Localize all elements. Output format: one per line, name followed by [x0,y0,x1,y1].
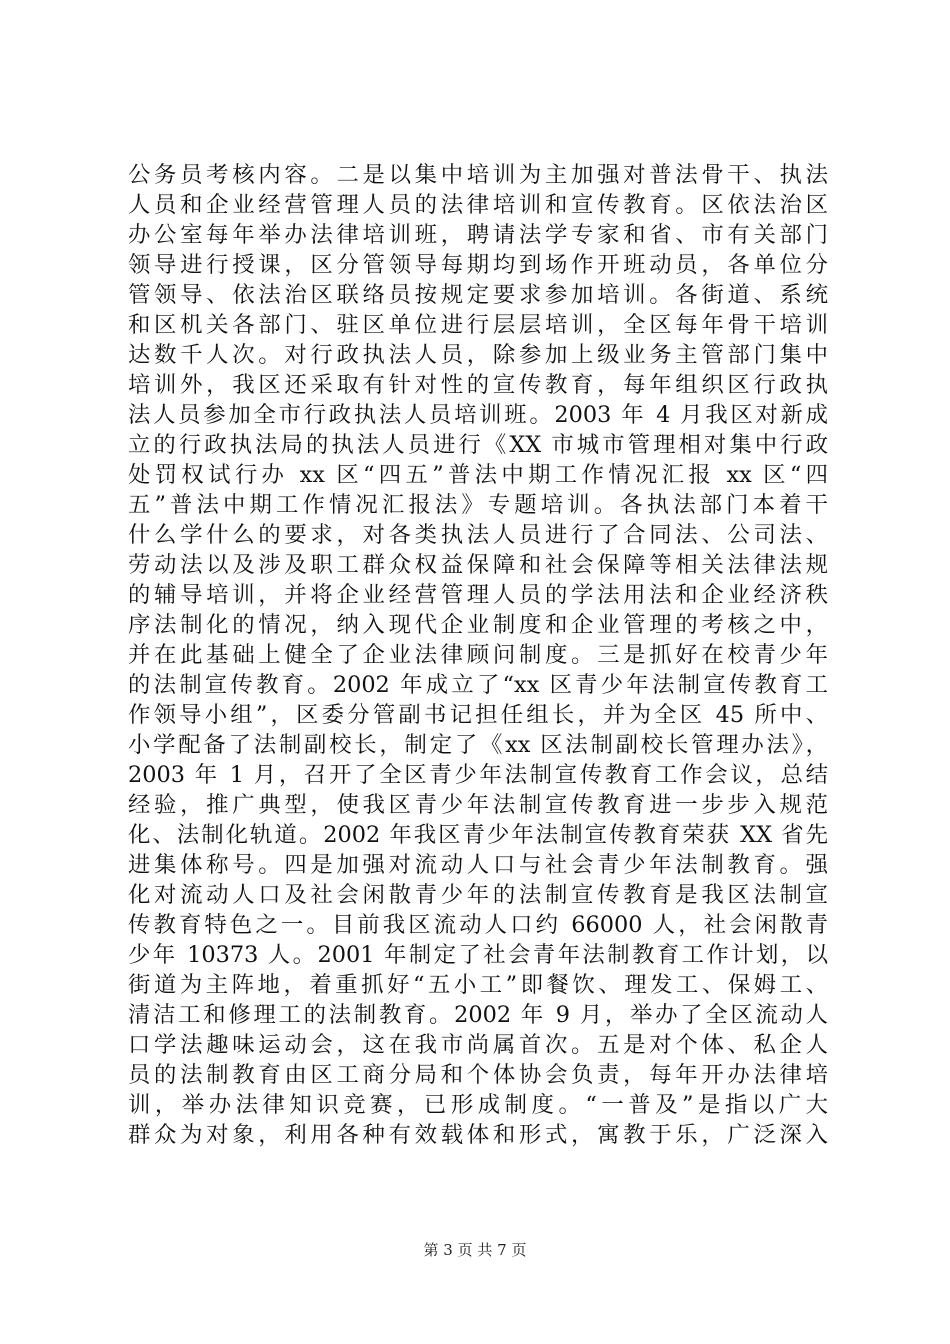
text-line: 的辅导培训，并将企业经营管理人员的学法用法和企业经济秩 [128,582,828,608]
text-line: 办公室每年举办法律培训班，聘请法学专家和省、市有关部门 [128,222,828,248]
text-line: 作领导小组”，区委分管副书记担任组长，并为全区 45 所中、 [128,702,828,728]
text-line: 领导进行授课，区分管领导每期均到场作开班动员，各单位分 [128,252,828,278]
text-line: 化对流动人口及社会闲散青少年的法制宣传教育是我区法制宣 [128,882,828,908]
text-line: 序法制化的情况，纳入现代企业制度和企业管理的考核之中， [128,612,828,638]
text-line: 达数千人次。对行政执法人员，除参加上级业务主管部门集中 [128,342,828,368]
text-line: 法人员参加全市行政执法人员培训班。2003 年 4 月我区对新成 [128,402,828,428]
page-footer: 第 3 页 共 7 页 [423,1241,527,1259]
text-line: 进集体称号。四是加强对流动人口与社会青少年法制教育。强 [128,852,828,878]
text-line: 化、法制化轨道。2002 年我区青少年法制宣传教育荣获 XX 省先 [128,822,828,848]
text-line: 和区机关各部门、驻区单位进行层层培训，全区每年骨干培训 [128,312,828,338]
text-line: 劳动法以及涉及职工群众权益保障和社会保障等相关法律法规 [128,552,828,578]
text-line: 少年 10373 人。2001 年制定了社会青年法制教育工作计划，以 [128,942,828,968]
text-line: 人员和企业经营管理人员的法律培训和宣传教育。区依法治区 [128,192,828,218]
text-line: 培训外，我区还采取有针对性的宣传教育，每年组织区行政执 [128,372,828,398]
text-line: 公务员考核内容。二是以集中培训为主加强对普法骨干、执法 [128,162,828,188]
text-line: 员的法制教育由区工商分局和个体协会负责，每年开办法律培 [128,1062,828,1088]
text-line: 什么学什么的要求，对各类执法人员进行了合同法、公司法、 [128,522,828,548]
text-line: 小学配备了法制副校长，制定了《xx 区法制副校长管理办法》， [128,732,828,758]
text-line: 的法制宣传教育。2002 年成立了“xx 区青少年法制宣传教育工 [128,672,828,698]
text-line: 立的行政执法局的执法人员进行《XX 市城市管理相对集中行政 [128,432,828,458]
text-line: 经验，推广典型，使我区青少年法制宣传教育进一步步入规范 [128,792,828,818]
text-line: 管领导、依法治区联络员按规定要求参加培训。各街道、系统 [128,282,828,308]
text-line: 处罚权试行办 xx 区“四五”普法中期工作情况汇报 xx 区“四 [128,462,828,488]
text-line: 传教育特色之一。目前我区流动人口约 66000 人，社会闲散青 [128,912,828,938]
text-line: 五”普法中期工作情况汇报法》专题培训。各执法部门本着干 [128,492,828,518]
text-line: 街道为主阵地，着重抓好“五小工”即餐饮、理发工、保姆工、 [128,972,828,998]
body-text [128,160,828,1150]
text-line: 2003 年 1 月，召开了全区青少年法制宣传教育工作会议，总结 [128,762,828,788]
text-line: 清洁工和修理工的法制教育。2002 年 9 月，举办了全区流动人 [128,1002,828,1028]
text-line: 并在此基础上健全了企业法律顾问制度。三是抓好在校青少年 [128,642,828,668]
text-line: 口学法趣味运动会，这在我市尚属首次。五是对个体、私企人 [128,1032,828,1058]
text-line: 群众为对象，利用各种有效载体和形式，寓教于乐，广泛深入 [128,1122,828,1148]
text-line: 训，举办法律知识竞赛，已形成制度。“一普及”是指以广大 [128,1092,828,1118]
